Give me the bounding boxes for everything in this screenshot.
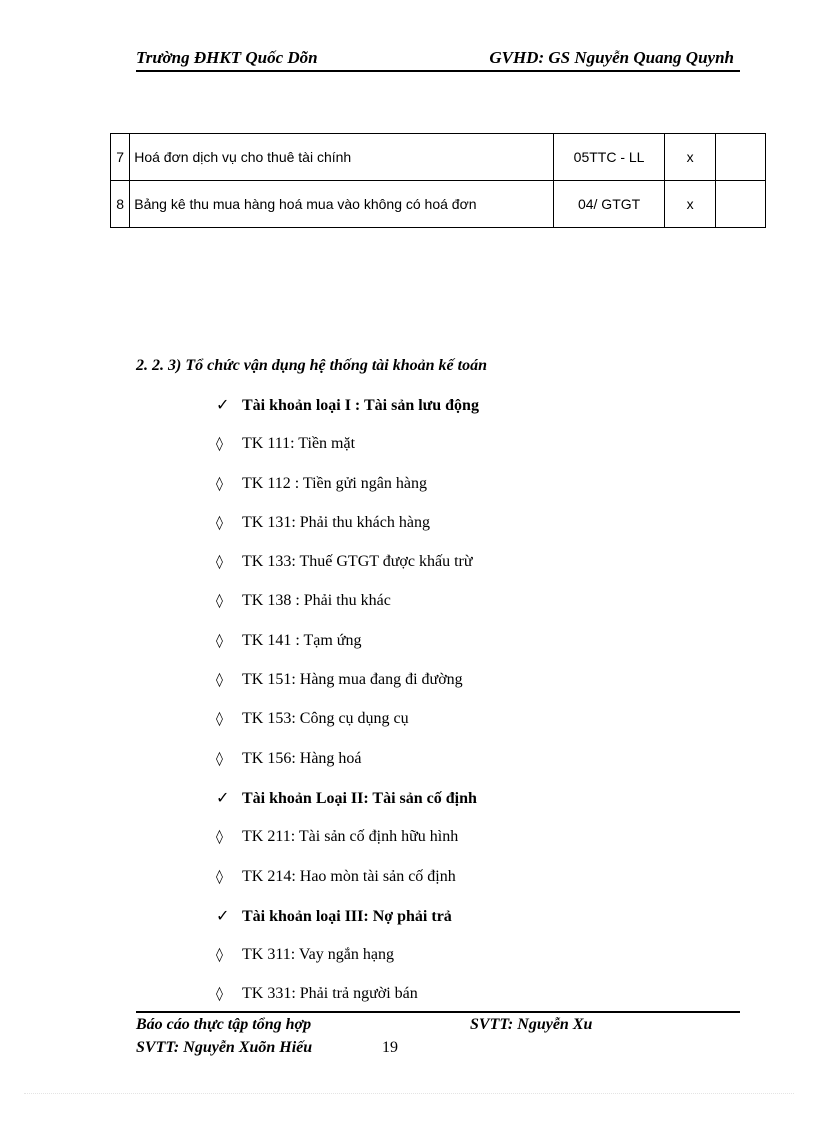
- list-item-text: TK 151: Hàng mua đang đi đường: [242, 671, 463, 689]
- list-item: [216, 865, 479, 904]
- list-item: [216, 943, 479, 982]
- check-icon: ✓: [216, 905, 230, 925]
- footer-student-left: SVTT: Nguyễn Xuõn Hiếu: [136, 1039, 313, 1056]
- page-bottom-rule: [24, 1093, 794, 1094]
- check-icon: ✓: [216, 395, 230, 414]
- list-item: [216, 904, 479, 943]
- list-item-text: TK 131: Phải thu khách hàng: [242, 513, 430, 531]
- diamond-bullet-icon: ◊: [216, 436, 223, 453]
- footer-student-right: SVTT: Nguyễn Xu: [470, 1016, 593, 1033]
- list-item: [216, 668, 479, 707]
- diamond-bullet-icon: ◊: [216, 475, 223, 492]
- list-item-text: TK 138 : Phải thu khác: [242, 592, 391, 610]
- diamond-bullet-icon: ◊: [216, 711, 223, 728]
- list-item-text: Tài khoản loại III: Nợ phải trả: [242, 907, 452, 925]
- page-header: [136, 46, 740, 72]
- document-table: [110, 133, 766, 228]
- header-advisor: GVHD: GS Nguyễn Quang Quynh: [489, 48, 734, 67]
- list-item: [216, 747, 479, 786]
- diamond-bullet-icon: ◊: [216, 593, 223, 610]
- list-item-text: TK 211: Tài sản cố định hữu hình: [242, 828, 459, 846]
- list-item: [216, 589, 479, 628]
- diamond-bullet-icon: ◊: [216, 947, 223, 964]
- footer-report-title: Báo cáo thực tập tổng hợp: [136, 1016, 312, 1033]
- diamond-bullet-icon: ◊: [216, 632, 223, 649]
- account-list: [216, 393, 479, 1022]
- list-item: [216, 825, 479, 864]
- document-mark: x: [664, 134, 716, 181]
- list-item-text: TK 153: Công cụ dụng cụ: [242, 710, 409, 728]
- list-item-text: TK 111: Tiền mặt: [242, 435, 356, 453]
- list-item-text: Tài khoản Loại II: Tài sản cố định: [242, 789, 477, 807]
- row-number: 8: [111, 181, 130, 228]
- diamond-bullet-icon: ◊: [216, 554, 223, 571]
- document-extra: [716, 134, 766, 181]
- list-item: [216, 629, 479, 668]
- list-item: [216, 550, 479, 589]
- document-mark: x: [664, 181, 716, 228]
- diamond-bullet-icon: ◊: [216, 829, 223, 846]
- row-number: 7: [111, 134, 130, 181]
- document-extra: [716, 181, 766, 228]
- document-code: 04/ GTGT: [554, 181, 664, 228]
- check-icon: ✓: [216, 787, 230, 807]
- list-item-text: TK 311: Vay ngắn hạng: [242, 946, 394, 964]
- list-item: [216, 472, 479, 511]
- list-item-text: TK 133: Thuế GTGT được khấu trừ: [242, 553, 473, 571]
- list-item: [216, 432, 479, 471]
- document-name: Hoá đơn dịch vụ cho thuê tài chính: [130, 134, 554, 181]
- header-school: Trường ĐHKT Quốc Dõn: [136, 48, 318, 67]
- diamond-bullet-icon: ◊: [216, 868, 223, 885]
- list-item: [216, 393, 479, 432]
- diamond-bullet-icon: ◊: [216, 750, 223, 767]
- table-row: [111, 134, 766, 181]
- list-item-text: TK 141 : Tạm ứng: [242, 631, 362, 649]
- list-item-text: TK 112 : Tiền gửi ngân hàng: [242, 474, 427, 492]
- diamond-bullet-icon: ◊: [216, 672, 223, 689]
- document-code: 05TTC - LL: [554, 134, 664, 181]
- list-item-text: TK 156: Hàng hoá: [242, 749, 362, 767]
- list-item: [216, 786, 479, 825]
- section-title: 2. 2. 3) Tổ chức vận dụng hệ thống tài khoản kế toán: [136, 357, 487, 374]
- document-name: Bảng kê thu mua hàng hoá mua vào không có hoá đơn: [130, 181, 554, 228]
- diamond-bullet-icon: ◊: [216, 514, 223, 531]
- list-item-text: TK 331: Phải trả người bán: [242, 985, 418, 1003]
- footer-divider: [136, 1011, 740, 1013]
- page-number: 19: [382, 1039, 398, 1056]
- list-item-text: TK 214: Hao mòn tài sản cố định: [242, 867, 456, 885]
- list-item: [216, 511, 479, 550]
- list-item: [216, 707, 479, 746]
- list-item-text: Tài khoản loại I : Tài sản lưu động: [242, 397, 479, 414]
- table-row: [111, 181, 766, 228]
- diamond-bullet-icon: ◊: [216, 986, 223, 1003]
